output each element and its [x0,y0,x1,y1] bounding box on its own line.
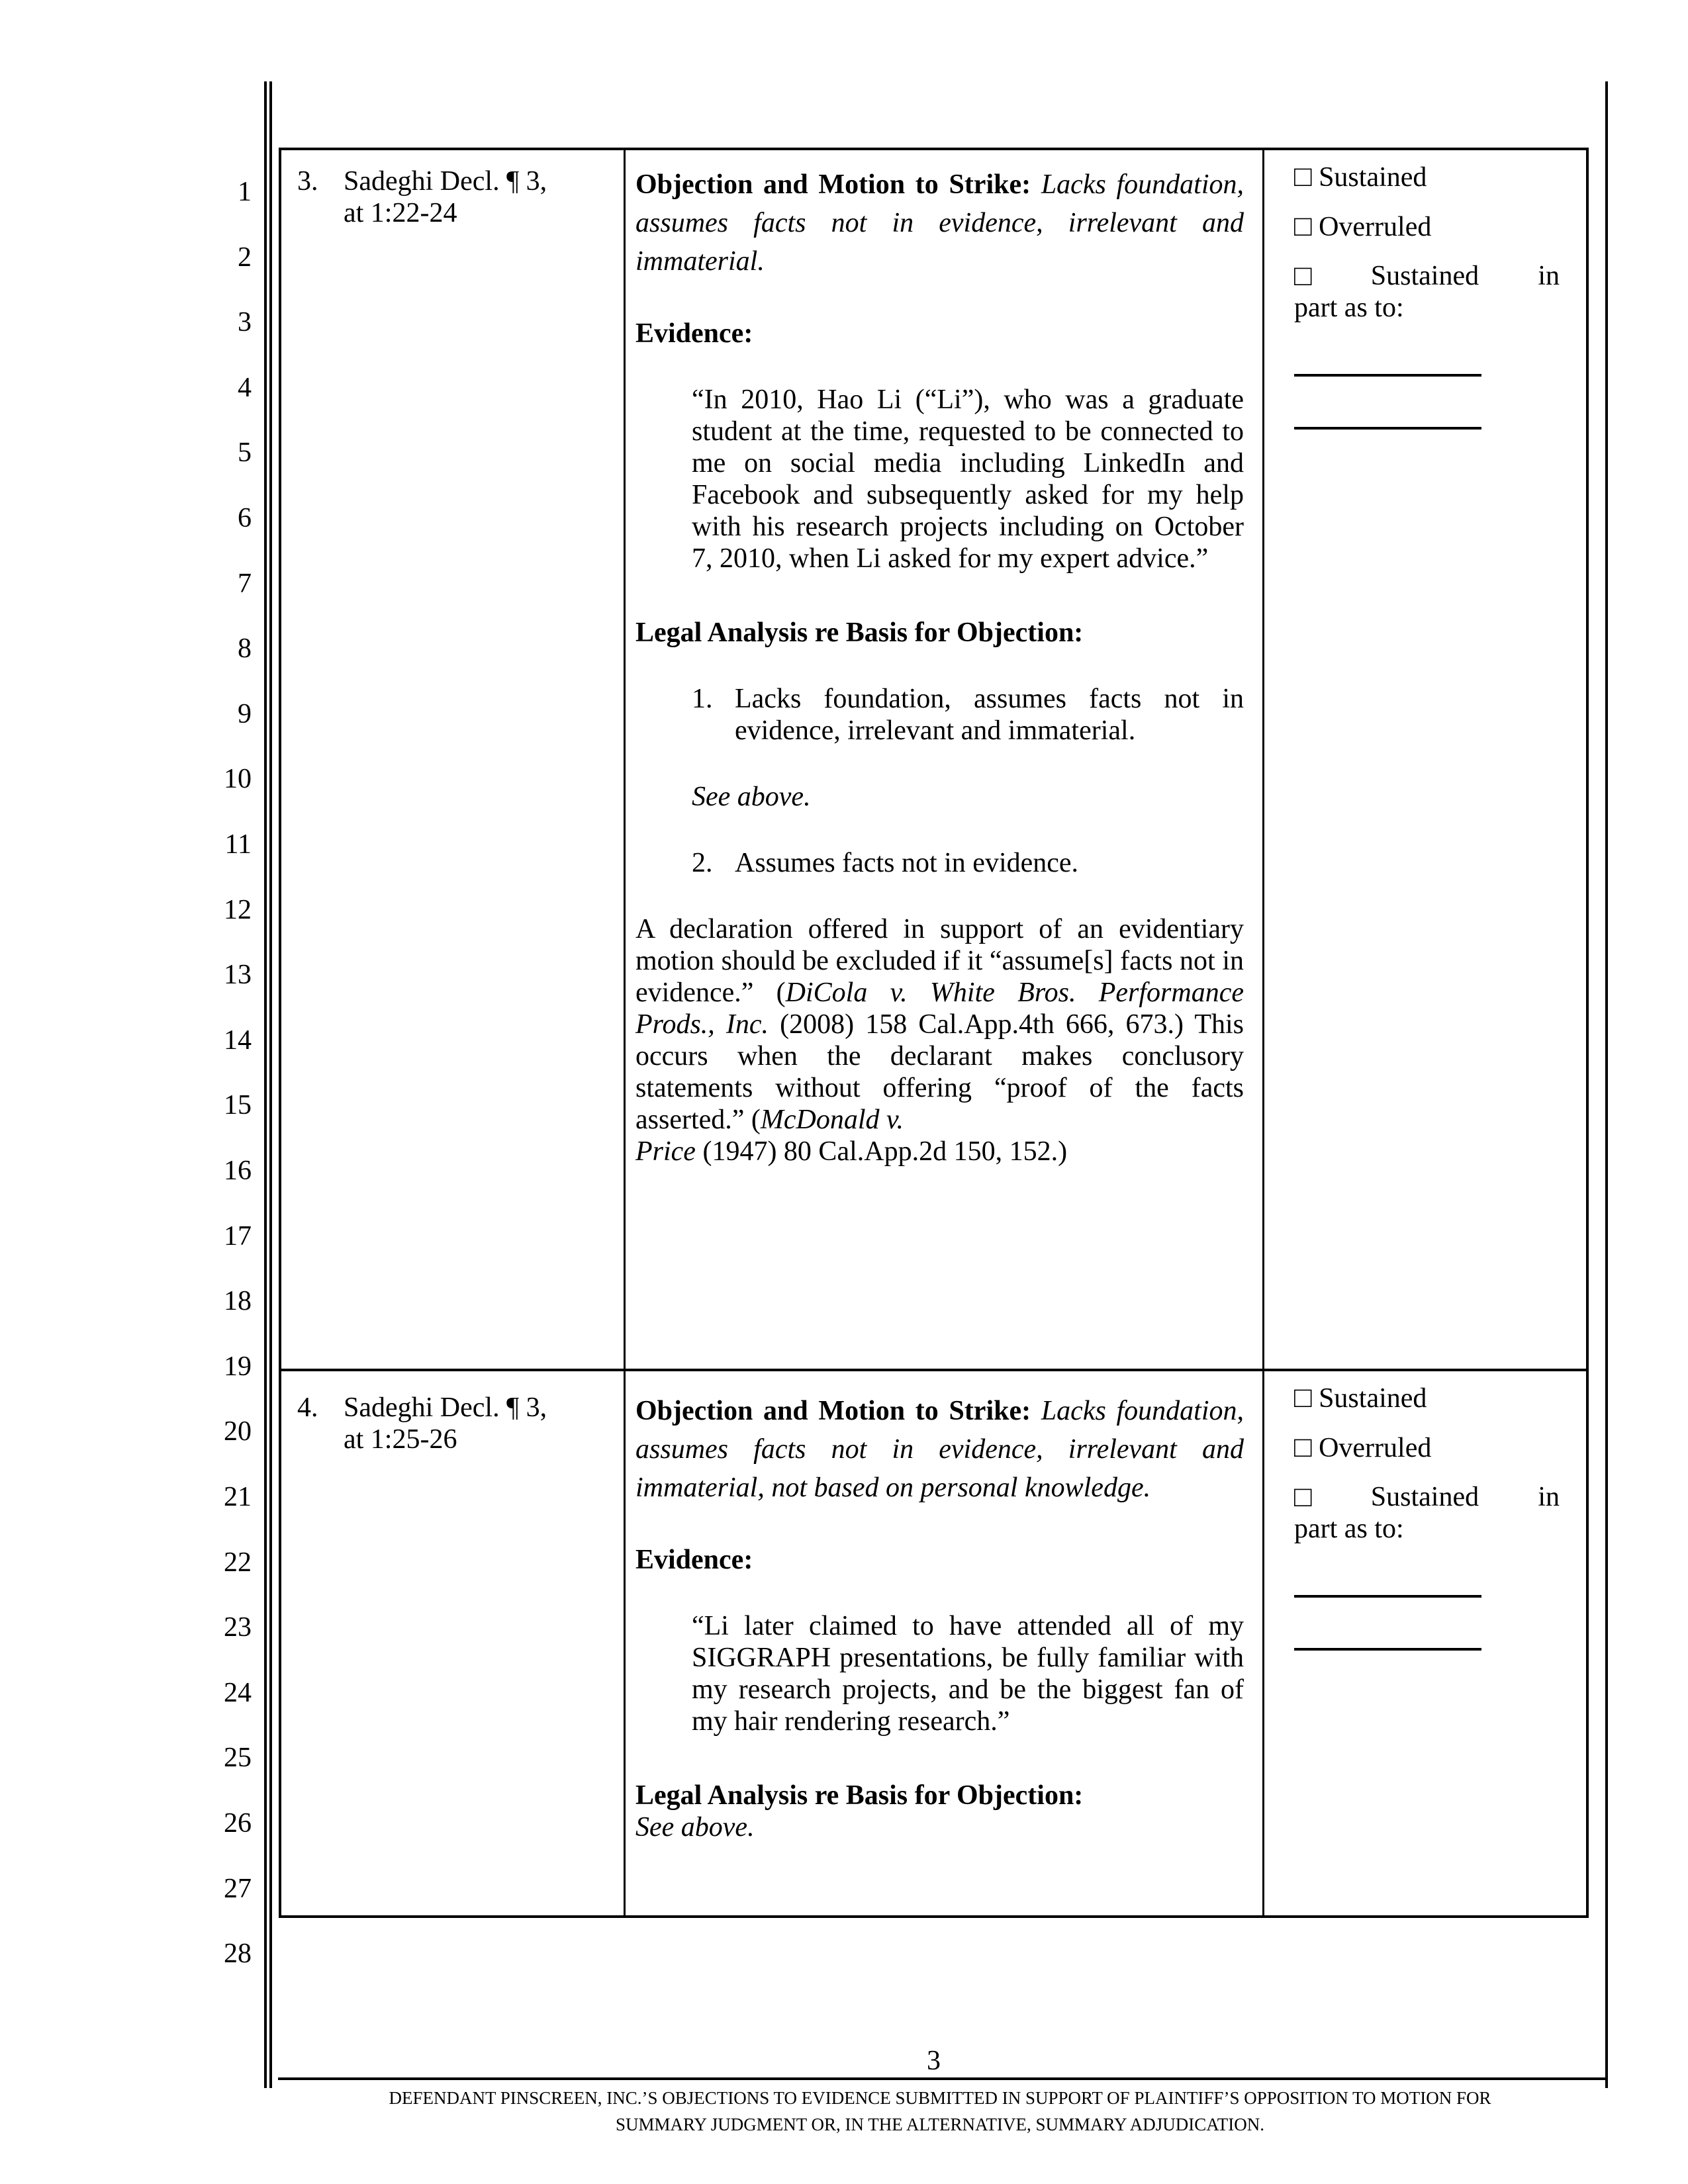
ruling-option-sustained [1294,161,1560,193]
line-number: 4 [238,372,252,403]
objection-grounds: Lacks foundation, assumes facts not in evidence, irrelevant and immaterial. [635,169,1244,277]
objection-paragraph [635,1392,1244,1507]
line-number: 20 [224,1416,252,1447]
list-item-number: 1. [692,684,713,714]
line-number: 12 [224,894,252,925]
checkbox-icon: □ [1294,160,1312,193]
line-number: 25 [224,1743,252,1774]
line-number: 13 [224,960,252,991]
ruling-option-line1 [1294,1481,1560,1513]
evidence-heading: Evidence: [635,1545,753,1575]
checkbox-icon: □ [1294,210,1312,242]
evidence-heading: Evidence: [635,318,753,349]
source-citation [344,165,547,229]
line-number: 23 [224,1612,252,1643]
source-cell [281,1371,626,1915]
line-number: 21 [224,1482,252,1512]
legal-analysis-heading: Legal Analysis re Basis for Objection: [635,617,1084,648]
analysis-list-item-1 [692,683,1244,747]
source-citation-line1: Sadeghi Decl. ¶ 3, [344,1392,547,1423]
objection-paragraph [635,165,1244,281]
ruling-option-label: Sustained [1319,162,1427,193]
line-number: 26 [224,1808,252,1839]
source-citation-line2: at 1:25-26 [344,1424,457,1455]
ruling-option-overruled [1294,210,1560,243]
checkbox-icon: □ [1294,259,1312,292]
line-number: 1 [238,177,252,207]
objection-cell [626,150,1264,1369]
ruling-option-line2: part as to: [1294,293,1404,323]
objection-heading: Objection and Motion to Strike: [635,169,1031,200]
ruling-option-label: Sustained [1319,1383,1427,1414]
line-number: 18 [224,1286,252,1317]
line-number: 14 [224,1024,252,1056]
ruling-option-label: in [1538,1482,1560,1512]
source-number: 3. [297,166,318,197]
list-item-number: 2. [692,848,713,878]
right-margin-rule [1605,81,1608,2088]
ruling-blank-line [1294,1598,1481,1651]
footer-title-line2: SUMMARY JUDGMENT OR, IN THE ALTERNATIVE, SUMMARY ADJUDICATION. [615,2115,1265,2134]
ruling-blank-line [1294,341,1481,377]
objection-cell [626,1371,1264,1915]
ruling-option-sustained [1294,1382,1560,1414]
line-number: 9 [238,698,252,729]
checkbox-icon: □ [1294,1431,1312,1463]
evidence-quote: “In 2010, Hao Li (“Li”), who was a graduate student at the time, requested to be connected to me on social media including LinkedIn and Facebook and subsequently asked for my help with his research projects including on October 7, 2010, when Li asked for my expert advice.” [692,385,1244,574]
footer-rule [278,2077,1608,2080]
ruling-option-label: Sustained [1370,1482,1479,1512]
line-number: 11 [224,829,252,860]
legal-analysis-heading: Legal Analysis re Basis for Objection: [635,1780,1084,1811]
table-row-objection-4 [281,1371,1586,1915]
line-number: 3 [238,307,252,338]
line-number: 2 [238,242,252,273]
see-above-note: See above. [692,782,811,812]
source-citation [344,1392,547,1455]
footer-title [272,2085,1608,2138]
left-margin-double-rule [264,81,272,2088]
ruling-option-sustained-in-part [1294,260,1560,324]
ruling-blank-line [1294,377,1481,430]
line-number: 22 [224,1547,252,1578]
list-item-text: Assumes facts not in evidence. [735,848,1079,878]
ruling-option-label: Sustained [1370,261,1479,291]
line-number: 17 [224,1220,252,1251]
page-number: 3 [927,2046,941,2076]
checkbox-icon: □ [1294,1480,1312,1513]
line-number: 10 [224,764,252,795]
see-above-note: See above. [635,1812,755,1843]
objection-heading: Objection and Motion to Strike: [635,1396,1031,1426]
line-number: 27 [224,1873,252,1904]
line-number: 15 [224,1090,252,1121]
source-citation-line2: at 1:22-24 [344,198,457,228]
ruling-blank-line [1294,1562,1481,1598]
line-number: 8 [238,633,252,664]
ruling-option-label: Overruled [1319,1433,1432,1463]
ruling-option-label: in [1538,261,1560,291]
ruling-option-line2: part as to: [1294,1514,1404,1544]
line-number: 7 [238,568,252,599]
ruling-cell [1264,150,1586,1369]
objections-table [279,148,1589,1918]
evidence-quote: “Li later claimed to have attended all of my SIGGRAPH presentations, be fully familiar with my research projects, and be the biggest fan of my hair rendering research.” [692,1611,1244,1737]
ruling-option-label: Overruled [1319,212,1432,242]
analysis-list-item-2 [692,847,1244,879]
line-number: 19 [224,1351,252,1382]
source-number: 4. [297,1392,318,1423]
line-number: 24 [224,1677,252,1708]
checkbox-icon: □ [1294,1381,1312,1414]
ruling-option-line1 [1294,260,1560,292]
footer-title-line1: DEFENDANT PINSCREEN, INC.’S OBJECTIONS TO EVIDENCE SUBMITTED IN SUPPORT OF PLAINTIFF’S OPPOSITION TO MOTION FOR [389,2088,1491,2108]
source-cell [281,150,626,1369]
objection-grounds: Lacks foundation, assumes facts not in evidence, irrelevant and immaterial, not based on personal knowledge. [635,1396,1244,1503]
table-row-objection-3 [281,150,1586,1371]
ruling-option-overruled [1294,1432,1560,1464]
analysis-citation-paragraph: A declaration offered in support of an evidentiary motion should be excluded if it “assume[s] facts not in evidence.” (DiCola v. White Bros. Performance Prods., Inc. (2008) 158 Cal.App.4th 666, 673.) This occurs when the declarant makes conclusory statements without offering “proof of the facts asserted.” (McDonald v. Price (1947) 80 Cal.App.2d 150, 152.) [635,914,1244,1167]
line-number: 5 [238,437,252,469]
ruling-option-sustained-in-part [1294,1481,1560,1545]
line-number: 28 [224,1938,252,1970]
line-number: 16 [224,1156,252,1186]
ruling-cell [1264,1371,1586,1915]
source-citation-line1: Sadeghi Decl. ¶ 3, [344,166,547,197]
list-item-text: Lacks foundation, assumes facts not in evidence, irrelevant and immaterial. [735,684,1244,746]
line-number: 6 [238,503,252,533]
